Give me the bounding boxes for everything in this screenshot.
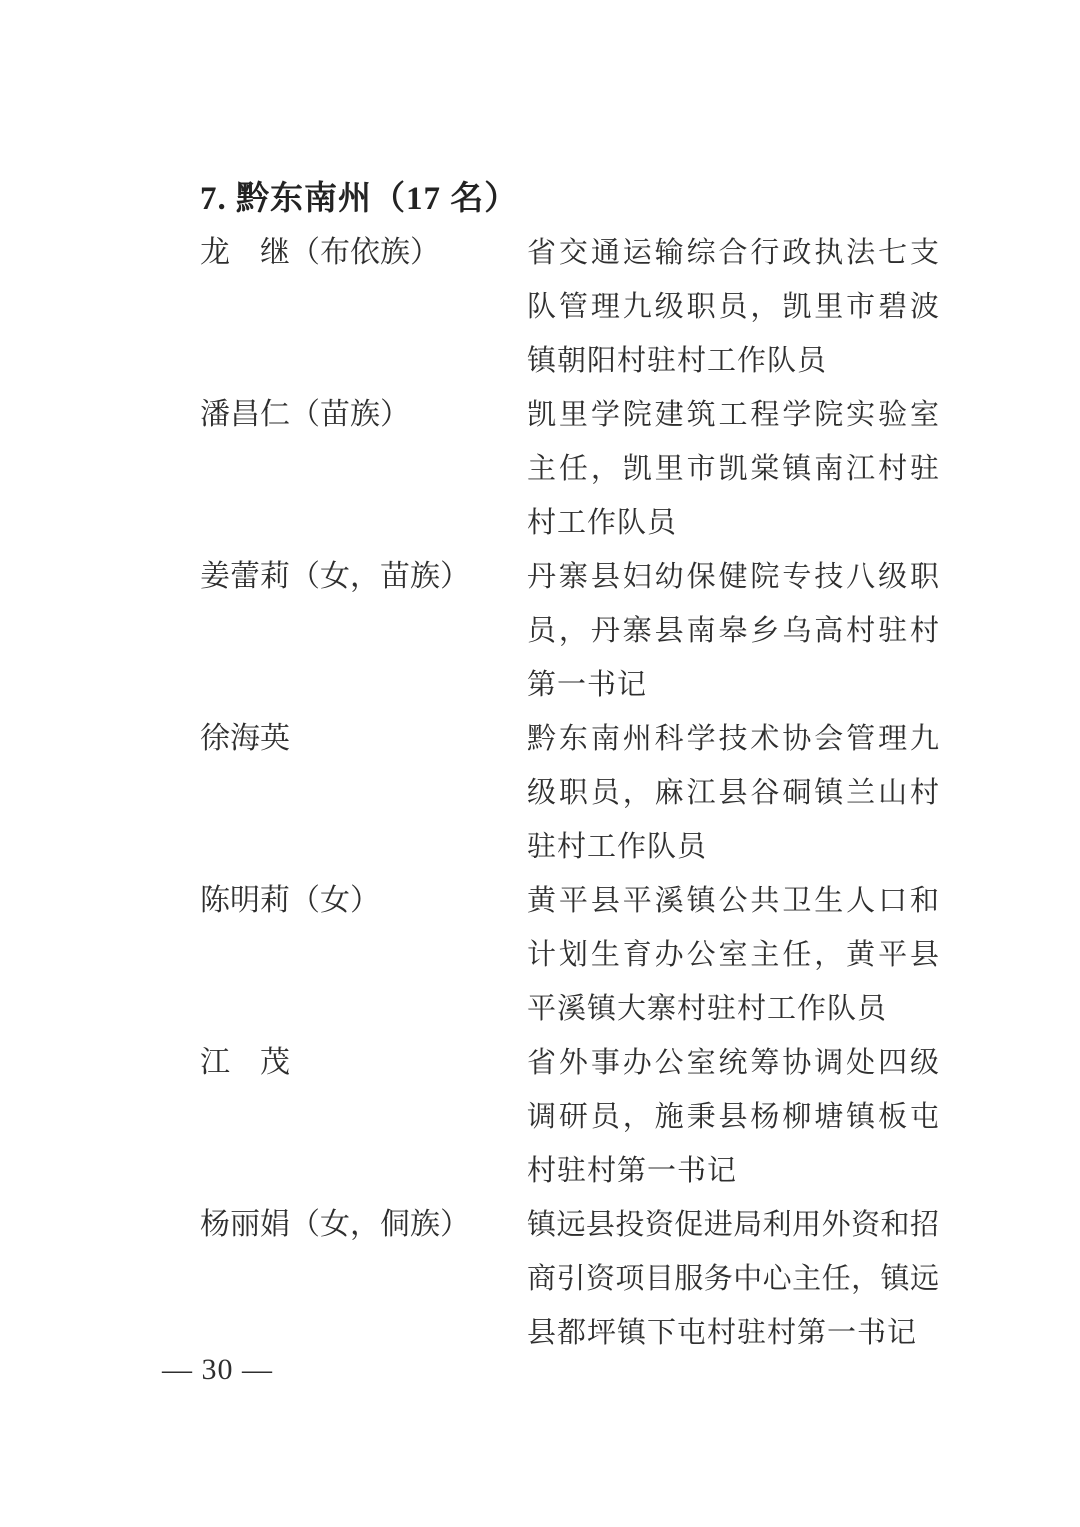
entry-desc-line: 省外事办公室统筹协调处四级: [527, 1047, 939, 1079]
entry-name: 陈明莉（女）: [200, 884, 380, 917]
entry-name: 潘昌仁（苗族）: [200, 398, 410, 431]
entry-description: [527, 226, 939, 388]
entry-desc-line: 省交通运输综合行政执法七支: [527, 237, 939, 269]
entry-desc-line: 级职员，麻江县谷硐镇兰山村: [527, 777, 939, 809]
entry-desc-line: 黔东南州科学技术协会管理九: [527, 723, 939, 755]
entry-desc-line: 村驻村第一书记: [527, 1155, 738, 1187]
entry-name: 徐海英: [200, 722, 290, 755]
entry-name: 龙 继（布依族）: [200, 236, 440, 269]
entry-desc-line: 第一书记: [527, 669, 648, 701]
page-number: — 30 —: [162, 1353, 273, 1386]
entry-description: [527, 874, 939, 1036]
entry-name: 姜蕾莉（女，苗族）: [200, 560, 470, 593]
entry-desc-line: 平溪镇大寨村驻村工作队员: [527, 993, 888, 1025]
entry-description: [527, 550, 939, 712]
entry-desc-line: 调研员，施秉县杨柳塘镇板屯: [527, 1101, 939, 1133]
entry-desc-line: 主任，凯里市凯棠镇南江村驻: [527, 453, 939, 485]
entry-description: [527, 1036, 939, 1198]
entry-desc-line: 队管理九级职员，凯里市碧波: [527, 291, 939, 323]
entry-desc-line: 县都坪镇下屯村驻村第一书记: [527, 1317, 918, 1349]
entry-desc-line: 镇远县投资促进局利用外资和招: [527, 1209, 939, 1241]
roster-entry: [200, 712, 945, 874]
entry-desc-line: 员，丹寨县南皋乡乌高村驻村: [527, 615, 939, 647]
entry-desc-line: 黄平县平溪镇公共卫生人口和: [527, 885, 939, 917]
entry-desc-line: 商引资项目服务中心主任，镇远: [527, 1263, 939, 1295]
entry-description: [527, 1198, 939, 1360]
entry-desc-line: 村工作队员: [527, 507, 678, 539]
section-title: 7. 黔东南州（17 名）: [200, 181, 519, 217]
roster-section: [200, 172, 945, 1360]
roster-entry: [200, 1036, 945, 1198]
entry-name: 江 茂: [200, 1046, 290, 1079]
entry-desc-line: 镇朝阳村驻村工作队员: [527, 345, 828, 377]
entry-desc-line: 凯里学院建筑工程学院实验室: [527, 399, 939, 431]
roster-entry: [200, 226, 945, 388]
entry-name: 杨丽娟（女，侗族）: [200, 1208, 470, 1241]
entry-description: [527, 388, 939, 550]
entry-desc-line: 计划生育办公室主任，黄平县: [527, 939, 939, 971]
roster-entry: [200, 874, 945, 1036]
roster-entry: [200, 1198, 945, 1360]
entry-description: [527, 712, 939, 874]
entry-desc-line: 驻村工作队员: [527, 831, 708, 863]
entry-desc-line: 丹寨县妇幼保健院专技八级职: [527, 561, 939, 593]
roster-entry: [200, 550, 945, 712]
roster-entry: [200, 388, 945, 550]
